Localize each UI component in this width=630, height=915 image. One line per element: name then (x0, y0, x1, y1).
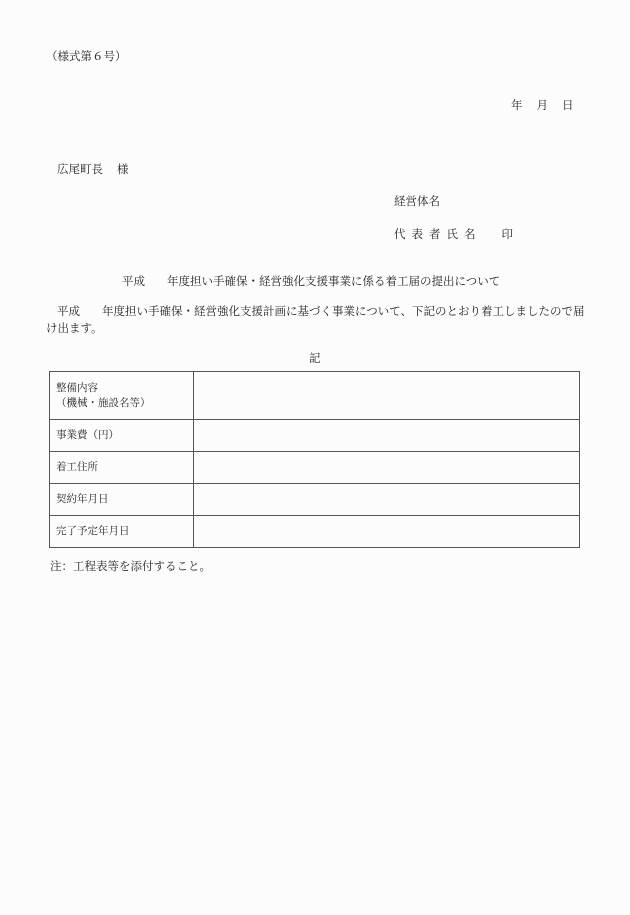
applicant-org-label: 経営体名 (394, 194, 440, 208)
applicant-rep-label: 代表者氏名 (394, 227, 482, 241)
row-value-contract-date[interactable] (194, 484, 580, 516)
date-year-label: 年 (511, 98, 523, 112)
row-label-contract-date: 契約年月日 (50, 484, 194, 516)
table-row (50, 372, 580, 420)
addressee (57, 162, 129, 176)
date-line (511, 98, 574, 112)
date-month-label: 月 (536, 98, 548, 112)
label-main: 整備内容 (56, 381, 98, 394)
ki-heading: 記 (309, 351, 321, 365)
table-row (50, 452, 580, 484)
body-paragraph (46, 303, 591, 337)
body-era: 平成 (57, 304, 80, 318)
row-label-equipment (50, 372, 194, 420)
date-day-label: 日 (562, 98, 574, 112)
title-text: 年度担い手確保・経営強化支援事業に係る着工届の提出について (167, 274, 501, 288)
footnote: 注：工程表等を添付すること。 (50, 559, 211, 573)
row-value-equipment[interactable] (194, 372, 580, 420)
title-era: 平成 (122, 274, 145, 288)
table-row (50, 420, 580, 452)
details-table (49, 371, 580, 548)
addressee-honorific: 様 (117, 162, 129, 176)
row-value-address[interactable] (194, 452, 580, 484)
table-row (50, 516, 580, 548)
seal-mark: 印 (501, 227, 513, 241)
table-row (50, 484, 580, 516)
row-label-completion-date: 完了予定年月日 (50, 516, 194, 548)
row-label-cost: 事業費（円） (50, 420, 194, 452)
body-text: 年度担い手確保・経営強化支援計画に基づく事業について、下記のとおり着工しましたので届け出ます。 (46, 304, 585, 335)
addressee-name: 広尾町長 (57, 162, 103, 176)
applicant-rep (394, 227, 513, 241)
document-title (122, 274, 500, 288)
row-value-cost[interactable] (194, 420, 580, 452)
form-number: （様式第６号） (46, 49, 127, 63)
row-label-address: 着工住所 (50, 452, 194, 484)
label-sub: （機械・施設名等） (56, 396, 151, 409)
row-value-completion-date[interactable] (194, 516, 580, 548)
